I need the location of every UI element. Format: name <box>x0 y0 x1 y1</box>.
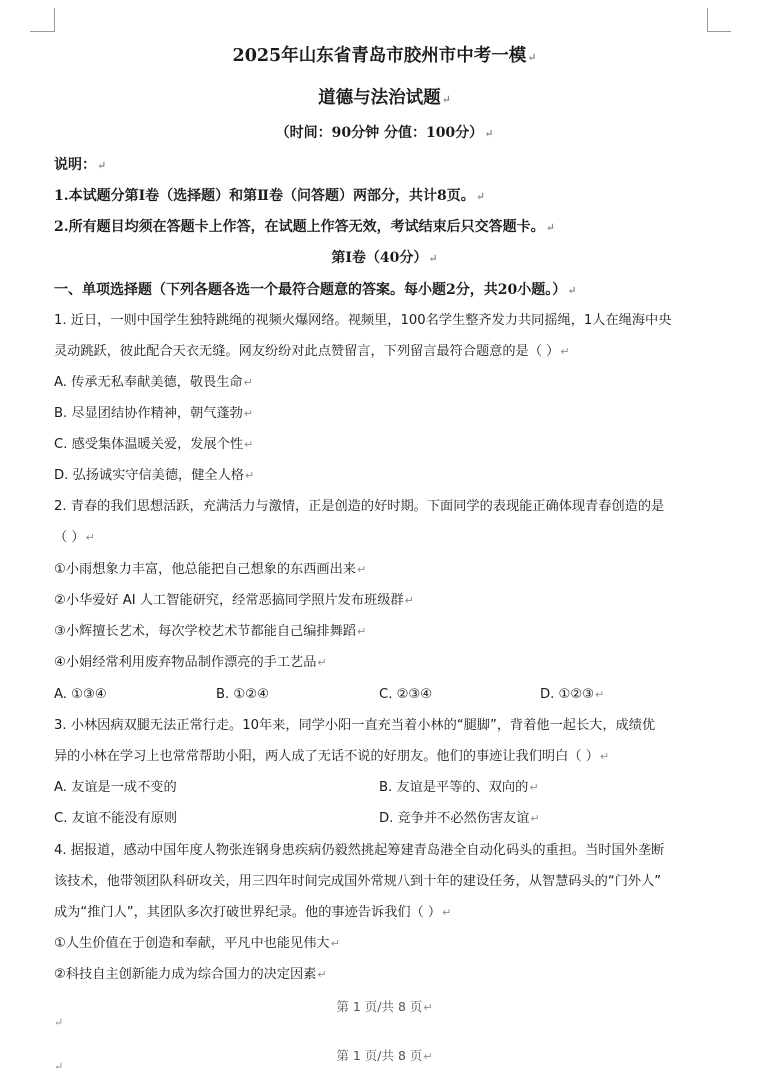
q1-stem-line-2: 灵动跳跃，彼此配合天衣无缝。网友纷纷对此点赞留言，下列留言最符合题意的是（ ）↵ <box>54 344 570 359</box>
q3-option-b: B. 友谊是平等的、双向的↵ <box>379 780 539 795</box>
q3-stem-line-1: 3. 小林因病双腿无法正常行走。10年来，同学小阳一直充当着小林的“腿脚”，背着他一起长大，成绩优 <box>54 718 656 733</box>
q1-option-a: A. 传承无私奉献美德，敬畏生命↵ <box>54 375 253 390</box>
q3-option-a: A. 友谊是一成不变的 <box>54 780 177 795</box>
q4-statement-1: ①人生价值在于创造和奉献，平凡中也能见伟大↵ <box>54 936 340 951</box>
q2-statement-2: ②小华爱好 AI 人工智能研究，经常恶搞同学照片发布班级群↵ <box>54 593 414 608</box>
crop-mark-top-right-h <box>707 31 731 32</box>
q2-option-c: C. ②③④ <box>379 687 433 702</box>
q2-stem-line-1: 2. 青春的我们思想活跃，充满活力与激情，正是创造的好时期。下面同学的表现能正确体现青春创造的是 <box>54 499 665 514</box>
instruction-item-1: 1.本试题分第Ⅰ卷（选择题）和第Ⅱ卷（问答题）两部分，共计8页。↵ <box>54 188 485 204</box>
exam-title: 2025年山东省青岛市胶州市中考一模↵ <box>232 46 537 66</box>
q3-stem-line-2: 异的小林在学习上也常常帮助小阳，两人成了无话不说的好朋友。他们的事迹让我们明白（ ）↵ <box>54 749 610 764</box>
q2-statement-3: ③小辉擅长艺术，每次学校艺术节都能自己编排舞蹈↵ <box>54 624 367 639</box>
q2-statement-1: ①小雨想象力丰富，他总能把自己想象的东西画出来↵ <box>54 562 367 577</box>
q3-option-c: C. 友谊不能没有原则 <box>54 811 178 826</box>
q1-option-c: C. 感受集体温暖关爱，发展个性↵ <box>54 437 254 452</box>
q2-statement-4: ④小娟经常利用废弃物品制作漂亮的手工艺品↵ <box>54 655 327 670</box>
q4-stem-line-1: 4. 据报道，感动中国年度人物张连钢身患疾病仍毅然挑起筹建青岛港全自动化码头的重担。当时国外垄断 <box>54 843 665 858</box>
page-footer-2: 第 1 页/共 8 页↵ <box>336 1048 433 1063</box>
exam-subject: 道德与法治试题↵ <box>318 88 451 108</box>
instruction-item-2: 2.所有题目均须在答题卡上作答，在试题上作答无效，考试结束后只交答题卡。↵ <box>54 219 555 235</box>
q2-option-b: B. ①②④ <box>216 687 269 702</box>
instructions-heading: 说明：↵ <box>54 157 107 173</box>
crop-mark-top-right-v <box>707 8 708 32</box>
q4-stem-line-3: 成为“推门人”，其团队多次打破世界纪录。他的事迹告诉我们（ ）↵ <box>54 905 452 920</box>
q3-option-d: D. 竞争并不必然伤害友谊↵ <box>379 811 540 826</box>
paragraph-mark-2: ↵ <box>54 1060 64 1073</box>
exam-time-info: （时间：90分钟 分值：100分）↵ <box>275 125 494 141</box>
part-heading: 一、单项选择题（下列各题各选一个最符合题意的答案。每小题2分，共20小题。）↵ <box>54 282 577 298</box>
q1-stem-line-1: 1. 近日，一则中国学生独特跳绳的视频火爆网络。视频里，100名学生整齐发力共同摇绳，1人在绳海中央 <box>54 313 672 328</box>
crop-mark-top-left-h <box>30 31 54 32</box>
crop-mark-top-left-v <box>54 8 55 32</box>
q4-statement-2: ②科技自主创新能力成为综合国力的决定因素↵ <box>54 967 327 982</box>
paragraph-mark-1: ↵ <box>54 1016 64 1029</box>
q1-option-d: D. 弘扬诚实守信美德，健全人格↵ <box>54 468 255 483</box>
q2-option-d: D. ①②③↵ <box>540 687 605 702</box>
q4-stem-line-2: 该技术，他带领团队科研攻关，用三四年时间完成国外常规八到十年的建设任务，从智慧码头的“门外人” <box>54 874 662 889</box>
section-title: 第Ⅰ卷（40分）↵ <box>331 250 438 266</box>
page-footer-1: 第 1 页/共 8 页↵ <box>336 999 433 1014</box>
q1-option-b: B. 尽显团结协作精神，朝气蓬勃↵ <box>54 406 254 421</box>
q2-stem-line-2: （ ）↵ <box>54 530 95 545</box>
q2-option-a: A. ①③④ <box>54 687 107 702</box>
